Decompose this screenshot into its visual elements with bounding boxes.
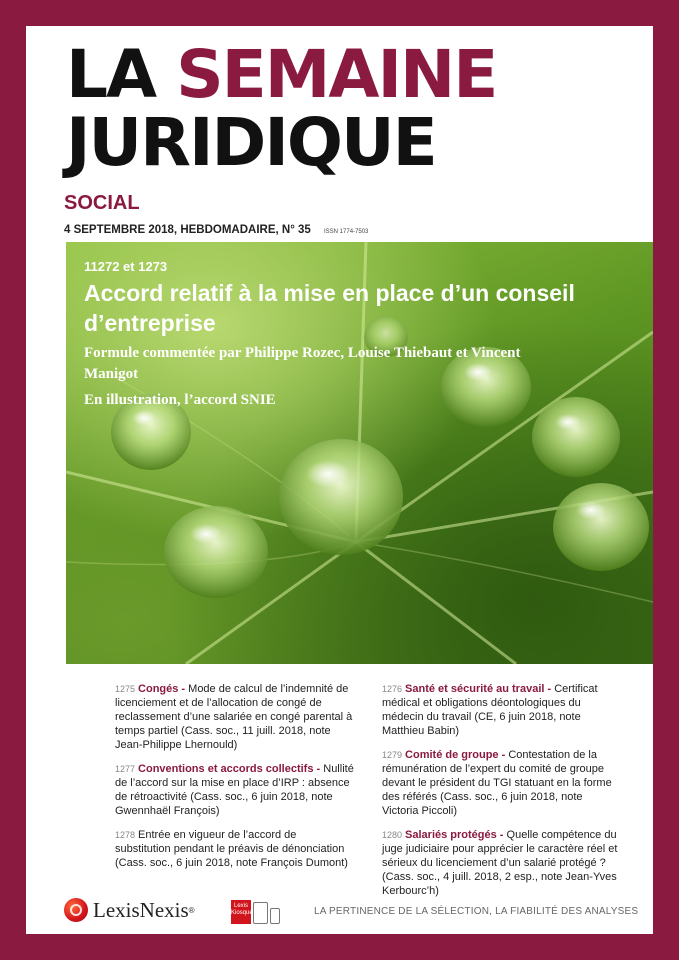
cover-illustration xyxy=(66,242,653,664)
publisher-logo xyxy=(64,896,195,924)
entry-number: 1280 xyxy=(382,830,403,840)
summary-right-column xyxy=(382,682,622,908)
feature-authors: Formule commentée par Philippe Rozec, Louise Thiebaut et Vincent Manigot xyxy=(84,345,521,382)
tablet-icon xyxy=(253,902,268,924)
entry-text: Certificat médical et obligations déontologiques du médecin du travail (CE, 6 juin 2018, note Matthieu Babin) xyxy=(382,683,598,737)
summary-left-column xyxy=(115,682,355,880)
phone-icon xyxy=(270,908,280,924)
masthead-line-1 xyxy=(66,36,497,113)
entry-text: Nullité de l’accord sur la mise en place d’IRP : absence de rétroactivité (Cass. soc., 6 juin 2018, note Gwennhaël François) xyxy=(115,763,354,817)
entry-topic: Comité de groupe - xyxy=(405,749,506,761)
entry-text: Quelle compétence du juge judiciaire pour apprécier le caractère réel et sérieux du licenciement d’un salarié protégé ? (Cass. soc., 4 juill. 2018, 2 esp., note Jean-Yves Kerbourc’h) xyxy=(382,829,618,897)
lexis-kiosque-badge xyxy=(231,900,280,924)
summary-entry xyxy=(382,682,622,738)
masthead-semaine: SEMAINE xyxy=(176,36,497,113)
publisher-mark: ® xyxy=(188,905,195,915)
entry-text: Mode de calcul de l’indemnité de licenciement et de l’allocation de congé de reclassement d’une salariée en congé parental à temps partiel (Cass. soc., 11 juill. 2018, note Jean-Philippe Lhernould) xyxy=(115,683,353,751)
kiosque-label-bottom: Kiosque xyxy=(231,910,253,916)
entry-number: 1279 xyxy=(382,750,403,760)
publisher-name: LexisNexis xyxy=(93,897,189,922)
summary-entry xyxy=(115,762,355,818)
footer-tagline: LA PERTINENCE DE LA SÉLECTION, LA FIABILITÉ DES ANALYSES xyxy=(314,906,639,917)
summary-entry xyxy=(382,748,622,818)
entry-topic: Congés - xyxy=(138,683,186,695)
summary-entry xyxy=(382,828,622,898)
feature-numbers: 11272 et 1273 xyxy=(84,259,168,274)
entry-number: 1277 xyxy=(115,764,136,774)
entry-topic: Santé et sécurité au travail - xyxy=(405,683,552,695)
entry-number: 1275 xyxy=(115,684,136,694)
masthead-la: LA xyxy=(66,36,156,113)
issn-number: ISSN 1774-7503 xyxy=(324,229,369,235)
entry-number: 1276 xyxy=(382,684,403,694)
section-label: SOCIAL xyxy=(64,192,140,214)
magazine-cover xyxy=(26,26,653,934)
kiosque-logo xyxy=(231,900,251,924)
entry-text: Contestation de la rémunération de l’expert du comité de groupe devant le président du TGI statuant en la forme des référés (Cass. soc., 6 juin 2018, note Victoria Piccoli) xyxy=(382,749,612,817)
issue-date: 4 SEPTEMBRE 2018, HEBDOMADAIRE, N° 35 xyxy=(64,224,311,236)
entry-topic: Salariés protégés - xyxy=(405,829,504,841)
lexisnexis-globe-icon xyxy=(64,898,88,922)
feature-illustration-note: En illustration, l’accord SNIE xyxy=(84,392,276,408)
summary-entry xyxy=(115,828,355,870)
entry-topic: Conventions et accords collectifs - xyxy=(138,763,321,775)
feature-title: Accord relatif à la mise en place d’un conseil d’entreprise xyxy=(84,280,575,336)
kiosque-label-top: Lexis xyxy=(233,903,248,909)
entry-number: 1278 xyxy=(115,830,136,840)
summary-entry xyxy=(115,682,355,752)
masthead-line-2: JURIDIQUE xyxy=(66,104,436,181)
issue-dateline xyxy=(64,224,368,236)
entry-text: Entrée en vigueur de l’accord de substitution pendant le préavis de dénonciation (Cass. soc., 6 juin 2018, note François Dumont) xyxy=(115,829,348,869)
